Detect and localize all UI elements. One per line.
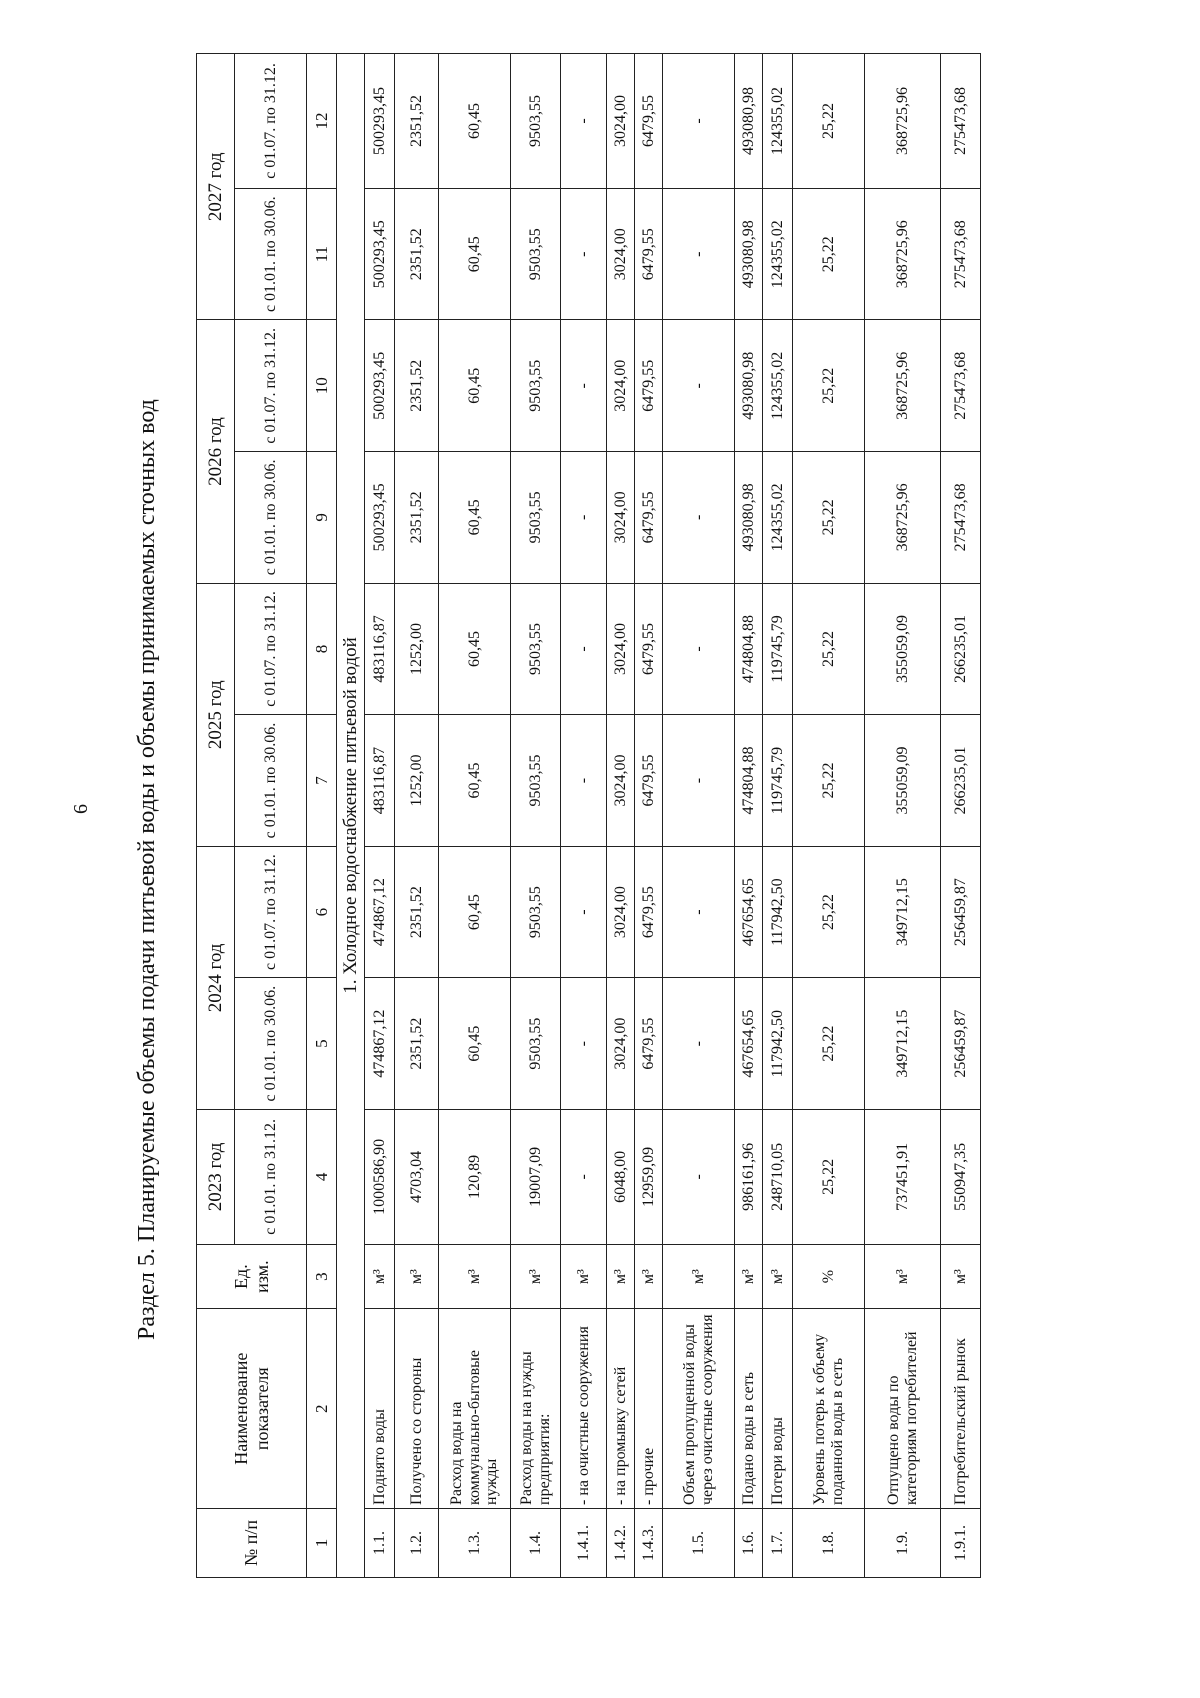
row-value: 266235,01 <box>941 583 981 715</box>
row-value: 500293,45 <box>365 452 395 584</box>
row-name: Расход воды на коммунально-бытовые нужды <box>439 1309 511 1509</box>
header-period: с 01.07. по 31.12. <box>235 846 307 978</box>
row-unit: м³ <box>663 1244 735 1309</box>
row-value: - <box>561 452 607 584</box>
row-value: 60,45 <box>439 846 511 978</box>
header-year-2025: 2025 год <box>197 583 235 846</box>
column-index: 9 <box>307 452 337 584</box>
row-value: 60,45 <box>439 320 511 452</box>
row-value: 467654,65 <box>735 978 763 1110</box>
row-value: - <box>663 978 735 1110</box>
table-row <box>763 54 793 1578</box>
row-unit: м³ <box>511 1244 561 1309</box>
column-index-row <box>307 54 337 1578</box>
row-unit: % <box>793 1244 865 1309</box>
section-title: 1. Холодное водоснабжение питьевой водой <box>337 54 365 1578</box>
table-row <box>439 54 511 1578</box>
row-value: 9503,55 <box>511 715 561 847</box>
row-value: - <box>561 846 607 978</box>
row-value: 3024,00 <box>607 188 635 320</box>
row-value: 3024,00 <box>607 452 635 584</box>
row-value: 493080,98 <box>735 188 763 320</box>
table-row <box>561 54 607 1578</box>
row-number: 1.1. <box>365 1508 395 1577</box>
row-value: 737451,91 <box>865 1109 941 1244</box>
header-period: с 01.01. по 31.12. <box>235 1109 307 1244</box>
row-value: - <box>663 452 735 584</box>
row-value: - <box>561 188 607 320</box>
row-unit: м³ <box>365 1244 395 1309</box>
row-value: 60,45 <box>439 188 511 320</box>
row-unit: м³ <box>439 1244 511 1309</box>
row-value: - <box>663 583 735 715</box>
row-name: Расход воды на нужды предприятия: <box>511 1309 561 1509</box>
section-row <box>337 54 365 1578</box>
row-value: 124355,02 <box>763 320 793 452</box>
table-row <box>607 54 635 1578</box>
header-period: с 01.07. по 31.12. <box>235 320 307 452</box>
row-value: 19007,09 <box>511 1109 561 1244</box>
row-value: 3024,00 <box>607 583 635 715</box>
row-value: - <box>561 978 607 1110</box>
row-value: 2351,52 <box>395 978 439 1110</box>
row-value: 6479,55 <box>635 715 663 847</box>
row-value: 349712,15 <box>865 846 941 978</box>
row-value: 550947,35 <box>941 1109 981 1244</box>
row-value: 25,22 <box>793 583 865 715</box>
row-value: - <box>663 54 735 189</box>
row-value: 25,22 <box>793 978 865 1110</box>
header-period: с 01.07. по 31.12. <box>235 583 307 715</box>
row-value: 275473,68 <box>941 452 981 584</box>
row-value: 6479,55 <box>635 320 663 452</box>
row-value: 6479,55 <box>635 978 663 1110</box>
row-number: 1.9.1. <box>941 1508 981 1577</box>
table-row <box>365 54 395 1578</box>
header-period: с 01.01. по 30.06. <box>235 715 307 847</box>
row-value: 493080,98 <box>735 54 763 189</box>
row-number: 1.6. <box>735 1508 763 1577</box>
row-value: 368725,96 <box>865 188 941 320</box>
row-name: Подано воды в сеть <box>735 1309 763 1509</box>
header-period: с 01.01. по 30.06. <box>235 978 307 1110</box>
row-value: 2351,52 <box>395 54 439 189</box>
header-year-2026: 2026 год <box>197 320 235 583</box>
row-name: Поднято воды <box>365 1309 395 1509</box>
column-index: 1 <box>307 1508 337 1577</box>
row-value: - <box>663 846 735 978</box>
row-value: 9503,55 <box>511 846 561 978</box>
row-value: 124355,02 <box>763 452 793 584</box>
row-name: - прочие <box>635 1309 663 1509</box>
row-value: 3024,00 <box>607 320 635 452</box>
row-number: 1.3. <box>439 1508 511 1577</box>
row-value: 60,45 <box>439 715 511 847</box>
row-value: - <box>561 54 607 189</box>
column-index: 5 <box>307 978 337 1110</box>
row-value: 355059,09 <box>865 715 941 847</box>
row-number: 1.7. <box>763 1508 793 1577</box>
row-value: - <box>663 188 735 320</box>
row-value: 117942,50 <box>763 846 793 978</box>
row-value: - <box>561 583 607 715</box>
row-unit: м³ <box>763 1244 793 1309</box>
row-value: 368725,96 <box>865 320 941 452</box>
row-name: Получено со стороны <box>395 1309 439 1509</box>
row-value: 275473,68 <box>941 320 981 452</box>
row-value: 9503,55 <box>511 978 561 1110</box>
row-value: 2351,52 <box>395 846 439 978</box>
row-value: - <box>663 715 735 847</box>
row-name: Уровень потерь к объему поданной воды в сеть <box>793 1309 865 1509</box>
row-number: 1.4.1. <box>561 1508 607 1577</box>
header-unit: Ед. изм. <box>197 1244 307 1309</box>
row-name: Объем пропущенной воды через очистные сооружения <box>663 1309 735 1509</box>
column-index: 7 <box>307 715 337 847</box>
header-period: с 01.01. по 30.06. <box>235 452 307 584</box>
row-value: 117942,50 <box>763 978 793 1110</box>
header-year-row <box>197 54 235 1578</box>
row-unit: м³ <box>395 1244 439 1309</box>
row-name: - на очистные сооружения <box>561 1309 607 1509</box>
row-value: 500293,45 <box>365 320 395 452</box>
row-value: - <box>561 715 607 847</box>
row-value: 2351,52 <box>395 320 439 452</box>
row-value: - <box>561 320 607 452</box>
row-value: 6479,55 <box>635 54 663 189</box>
row-value: 493080,98 <box>735 452 763 584</box>
row-value: 9503,55 <box>511 583 561 715</box>
row-value: 474867,12 <box>365 846 395 978</box>
row-value: 60,45 <box>439 452 511 584</box>
row-name: Потери воды <box>763 1309 793 1509</box>
header-period: с 01.01. по 30.06. <box>235 188 307 320</box>
row-value: 474867,12 <box>365 978 395 1110</box>
row-value: 25,22 <box>793 54 865 189</box>
column-index: 10 <box>307 320 337 452</box>
row-value: 3024,00 <box>607 978 635 1110</box>
water-volume-table-wrapper <box>196 53 981 1578</box>
row-value: 493080,98 <box>735 320 763 452</box>
row-number: 1.5. <box>663 1508 735 1577</box>
row-number: 1.9. <box>865 1508 941 1577</box>
row-value: - <box>561 1109 607 1244</box>
row-value: 6479,55 <box>635 846 663 978</box>
row-value: 60,45 <box>439 583 511 715</box>
column-index: 11 <box>307 188 337 320</box>
page-title: Раздел 5. Планируемые объемы подачи питьевой воды и объемы принимаемых сточных вод <box>134 399 160 1340</box>
row-unit: м³ <box>735 1244 763 1309</box>
row-number: 1.4.3. <box>635 1508 663 1577</box>
row-value: 3024,00 <box>607 715 635 847</box>
row-value: 986161,96 <box>735 1109 763 1244</box>
row-value: 467654,65 <box>735 846 763 978</box>
row-value: - <box>663 320 735 452</box>
header-year-2024: 2024 год <box>197 846 235 1109</box>
row-value: 275473,68 <box>941 54 981 189</box>
row-value: 4703,04 <box>395 1109 439 1244</box>
table-row <box>793 54 865 1578</box>
table-row <box>941 54 981 1578</box>
header-period: с 01.07. по 31.12. <box>235 54 307 189</box>
row-value: 124355,02 <box>763 188 793 320</box>
row-unit: м³ <box>607 1244 635 1309</box>
row-value: 9503,55 <box>511 188 561 320</box>
table-row <box>635 54 663 1578</box>
row-value: 120,89 <box>439 1109 511 1244</box>
row-value: 60,45 <box>439 54 511 189</box>
row-value: 483116,87 <box>365 583 395 715</box>
row-value: 2351,52 <box>395 188 439 320</box>
row-value: 119745,79 <box>763 583 793 715</box>
table-row <box>735 54 763 1578</box>
table-row <box>865 54 941 1578</box>
row-value: 25,22 <box>793 1109 865 1244</box>
header-year-2023: 2023 год <box>197 1109 235 1244</box>
row-value: 256459,87 <box>941 978 981 1110</box>
row-value: 12959,09 <box>635 1109 663 1244</box>
column-index: 8 <box>307 583 337 715</box>
row-value: 25,22 <box>793 715 865 847</box>
row-value: 256459,87 <box>941 846 981 978</box>
row-value: 6048,00 <box>607 1109 635 1244</box>
header-name: Наименование показателя <box>197 1309 307 1509</box>
row-unit: м³ <box>865 1244 941 1309</box>
row-value: 355059,09 <box>865 583 941 715</box>
row-number: 1.8. <box>793 1508 865 1577</box>
row-value: 500293,45 <box>365 188 395 320</box>
row-value: 1000586,90 <box>365 1109 395 1244</box>
row-value: 3024,00 <box>607 846 635 978</box>
table-body <box>307 54 981 1578</box>
row-value: 25,22 <box>793 846 865 978</box>
row-value: 368725,96 <box>865 54 941 189</box>
row-value: 474804,88 <box>735 715 763 847</box>
row-name: Потребительский рынок <box>941 1309 981 1509</box>
column-index: 2 <box>307 1309 337 1509</box>
row-name: Отпущено воды по категориям потребителей <box>865 1309 941 1509</box>
row-value: 25,22 <box>793 188 865 320</box>
row-name: - на промывку сетей <box>607 1309 635 1509</box>
row-number: 1.4. <box>511 1508 561 1577</box>
row-value: 275473,68 <box>941 188 981 320</box>
column-index: 4 <box>307 1109 337 1244</box>
row-value: 119745,79 <box>763 715 793 847</box>
table-row <box>663 54 735 1578</box>
row-value: - <box>663 1109 735 1244</box>
row-value: 9503,55 <box>511 320 561 452</box>
header-num: № п/п <box>197 1508 307 1577</box>
row-number: 1.4.2. <box>607 1508 635 1577</box>
row-value: 6479,55 <box>635 188 663 320</box>
row-value: 500293,45 <box>365 54 395 189</box>
row-number: 1.2. <box>395 1508 439 1577</box>
row-unit: м³ <box>561 1244 607 1309</box>
row-value: 349712,15 <box>865 978 941 1110</box>
column-index: 6 <box>307 846 337 978</box>
header-year-2027: 2027 год <box>197 54 235 320</box>
row-value: 9503,55 <box>511 452 561 584</box>
row-value: 25,22 <box>793 320 865 452</box>
row-value: 1252,00 <box>395 583 439 715</box>
row-value: 25,22 <box>793 452 865 584</box>
row-value: 9503,55 <box>511 54 561 189</box>
table-row <box>511 54 561 1578</box>
page-number: 6 <box>70 804 92 814</box>
row-value: 124355,02 <box>763 54 793 189</box>
table-row <box>395 54 439 1578</box>
row-value: 483116,87 <box>365 715 395 847</box>
water-volume-table <box>196 53 981 1578</box>
row-value: 1252,00 <box>395 715 439 847</box>
row-value: 474804,88 <box>735 583 763 715</box>
row-value: 60,45 <box>439 978 511 1110</box>
column-index: 12 <box>307 54 337 189</box>
row-unit: м³ <box>941 1244 981 1309</box>
row-value: 248710,05 <box>763 1109 793 1244</box>
row-value: 266235,01 <box>941 715 981 847</box>
row-value: 6479,55 <box>635 583 663 715</box>
row-value: 368725,96 <box>865 452 941 584</box>
row-value: 6479,55 <box>635 452 663 584</box>
row-unit: м³ <box>635 1244 663 1309</box>
row-value: 3024,00 <box>607 54 635 189</box>
row-value: 2351,52 <box>395 452 439 584</box>
column-index: 3 <box>307 1244 337 1309</box>
